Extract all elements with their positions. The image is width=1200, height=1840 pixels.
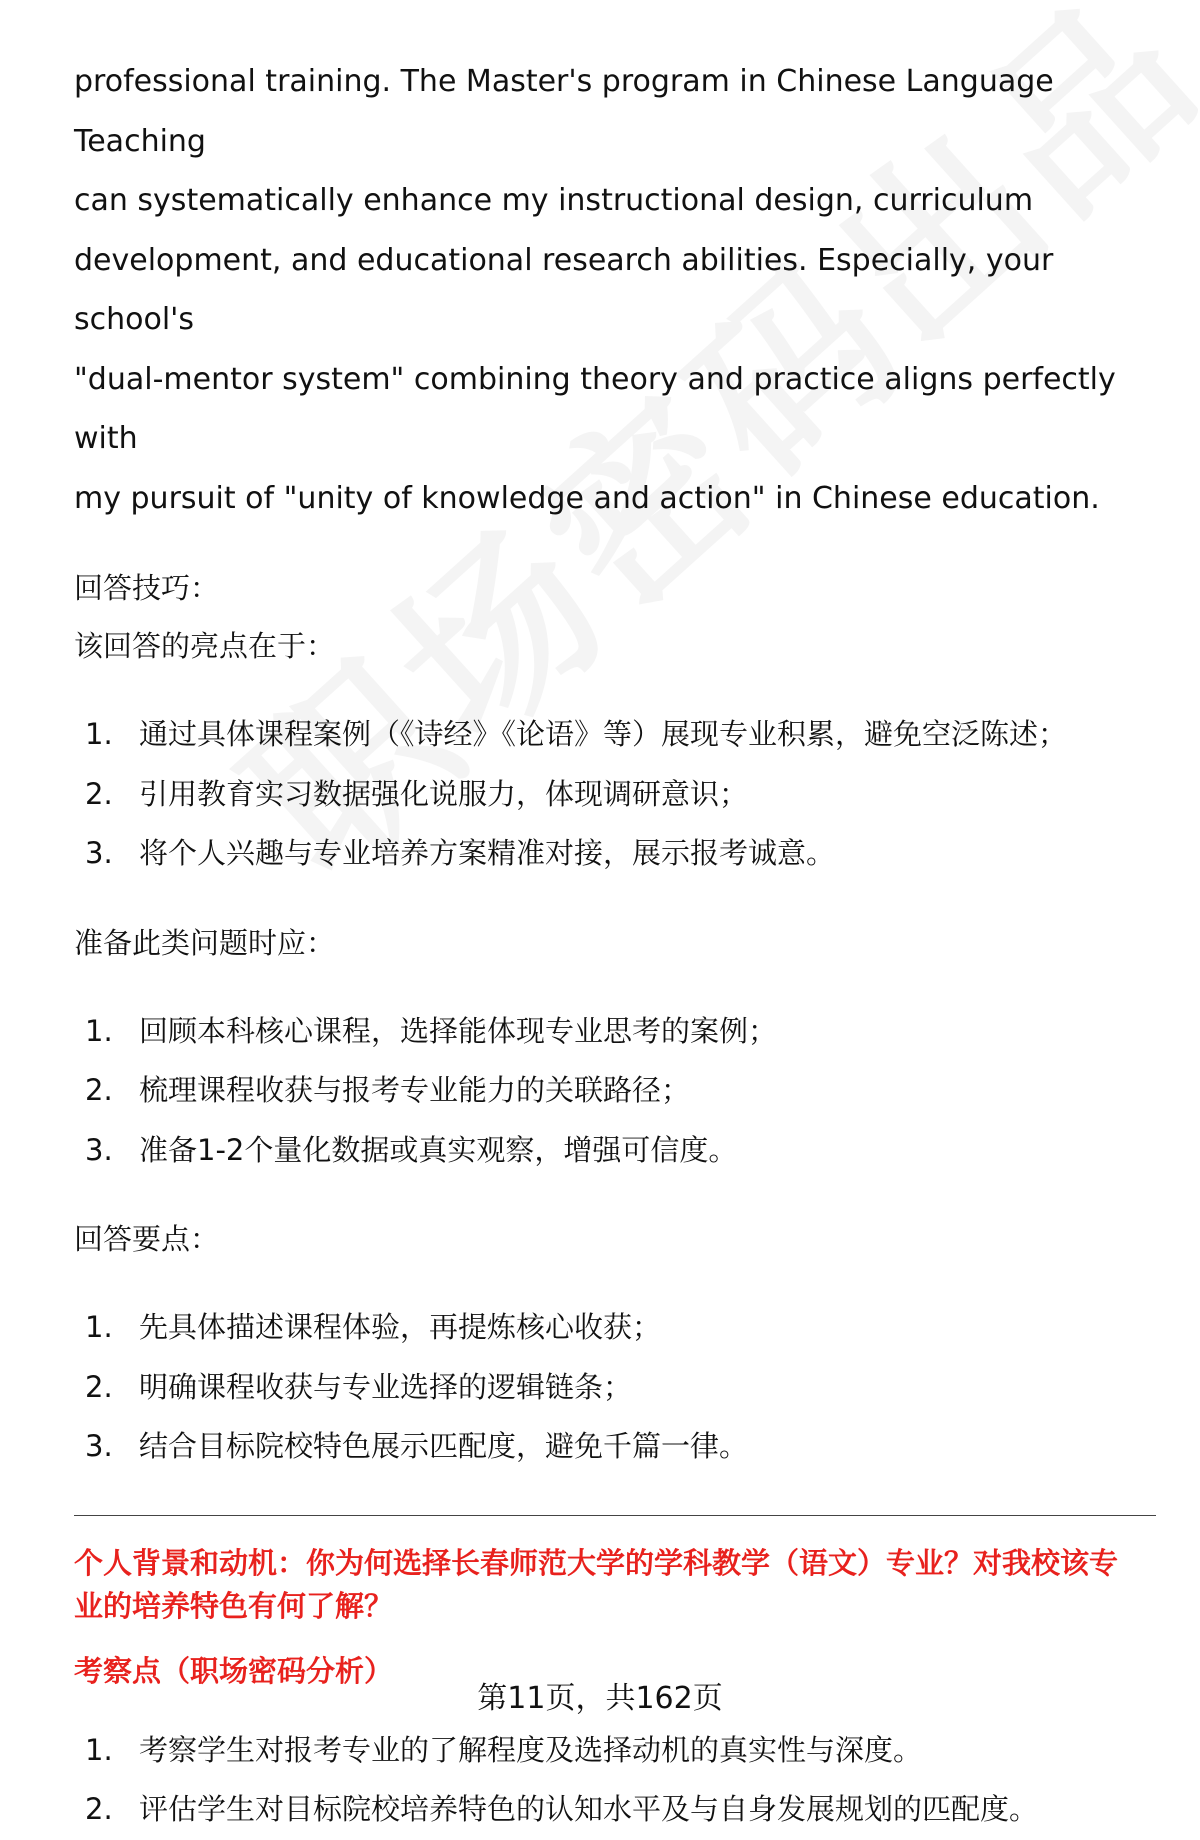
list-number: 3.: [85, 1132, 113, 1167]
list-number: 3.: [85, 836, 113, 870]
list-item: [74, 1298, 1154, 1358]
list-item: [74, 1061, 1154, 1121]
examine-heading: 考察点（职场密码分析）: [74, 1653, 394, 1688]
intro-line: "dual-mentor system" combining theory and practice aligns perfectly with: [74, 361, 1116, 456]
list-number: 3.: [85, 1429, 113, 1463]
list-number: 2.: [85, 1792, 113, 1826]
page-content: [74, 52, 1154, 1840]
list-text: 通过具体课程案例（《诗经》《论语》等）展现专业积累，避免空泛陈述；: [139, 717, 1068, 751]
list-number: 2.: [85, 776, 113, 811]
list-text: 回顾本科核心课程，选择能体现专业思考的案例；: [139, 1013, 778, 1048]
intro-paragraph: [74, 52, 1154, 528]
key-points-label: 回答要点：: [74, 1222, 220, 1256]
list-item: [74, 1780, 1154, 1840]
prepare-list: [74, 1002, 1154, 1181]
list-text: 准备1-2个量化数据或真实观察，增强可信度。: [139, 1132, 738, 1167]
intro-line: can systematically enhance my instructional design, curriculum: [74, 183, 1034, 218]
list-item: [74, 1358, 1154, 1418]
list-number: 2.: [85, 1073, 113, 1107]
list-number: 1.: [85, 1310, 113, 1344]
list-text: 明确课程收获与专业选择的逻辑链条；: [139, 1369, 633, 1404]
intro-line: my pursuit of "unity of knowledge and action" in Chinese education.: [74, 480, 1100, 516]
prepare-label: 准备此类问题时应：: [74, 925, 336, 960]
list-item: [74, 1002, 1154, 1062]
list-text: 评估学生对目标院校培养特色的认知水平及与自身发展规划的匹配度。: [139, 1792, 1039, 1826]
key-points-list: [74, 1298, 1154, 1477]
list-item: [74, 1417, 1154, 1477]
tips-list: [74, 705, 1154, 884]
list-number: 1.: [85, 1013, 113, 1048]
list-item: [74, 1121, 1154, 1181]
list-number: 1.: [85, 717, 113, 751]
list-number: 1.: [85, 1732, 113, 1767]
list-text: 将个人兴趣与专业培养方案精准对接，展示报考诚意。: [139, 836, 836, 870]
list-item: [74, 705, 1154, 765]
question-heading-line: 个人背景和动机：你为何选择长春师范大学的学科教学（语文）专业？对我校该专: [74, 1545, 1119, 1580]
list-text: 梳理课程收获与报考专业能力的关联路径；: [139, 1073, 691, 1107]
list-text: 考察学生对报考专业的了解程度及选择动机的真实性与深度。: [139, 1732, 923, 1767]
list-item: [74, 765, 1154, 825]
list-text: 先具体描述课程体验，再提炼核心收获；: [139, 1310, 662, 1344]
list-item: [74, 1721, 1154, 1781]
page-number-footer: 第11页，共162页: [477, 1681, 723, 1716]
list-text: 引用教育实习数据强化说服力，体现调研意识；: [139, 776, 749, 811]
list-text: 结合目标院校特色展示匹配度，避免千篇一律。: [139, 1429, 749, 1463]
intro-line: professional training. The Master's program in Chinese Language Teaching: [74, 64, 1054, 159]
question-heading-line: 业的培养特色有何了解？: [74, 1588, 394, 1623]
list-number: 2.: [85, 1369, 113, 1404]
list-item: [74, 824, 1154, 884]
intro-line: development, and educational research abilities. Especially, your school's: [74, 242, 1054, 337]
highlight-label: 该回答的亮点在于：: [74, 629, 336, 663]
tips-label: 回答技巧：: [74, 571, 220, 605]
examine-list: [74, 1721, 1154, 1840]
